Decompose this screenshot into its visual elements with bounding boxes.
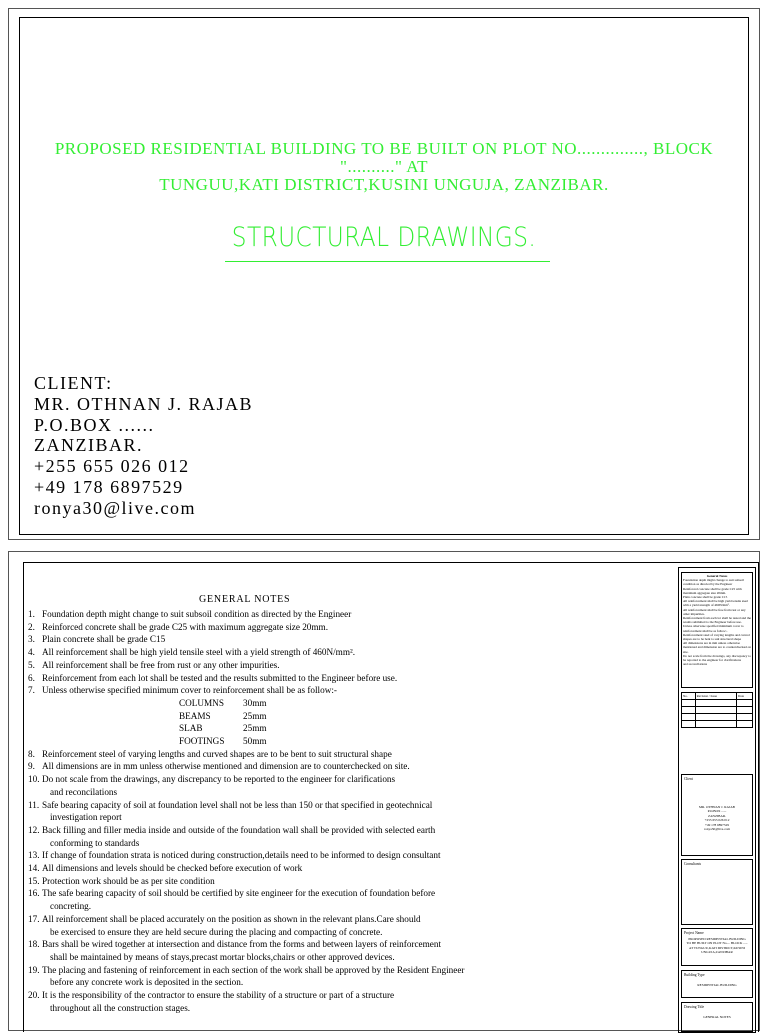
cover-element: SLAB: [179, 723, 203, 734]
note-number: 6.: [28, 672, 35, 683]
tb-client-line: MR. OTHNAN J. RAJAB: [699, 805, 735, 809]
note-text: Safe bearing capacity of soil at foundation level shall not be less than 150 or that specified in geotechnical: [42, 799, 433, 810]
rev-col-date: Date: [737, 693, 753, 700]
tb-mini-note: All reinforcement shall be high yield tensile steel with a yield strength of 460N/mm².: [683, 599, 748, 608]
note-text: Plain concrete shall be grade C15: [42, 634, 166, 645]
tb-mini-note: and reconcilations: [683, 662, 708, 667]
note-line: [28, 608, 668, 621]
tb-mini-note: Do not scale from the drawings, any discrepancy to be reported to the engineer for clarifications: [683, 653, 751, 663]
tb-project-box: [681, 928, 753, 966]
note-text: throughout all the construction stages.: [50, 1002, 191, 1013]
tb-general-notes: [681, 572, 753, 688]
note-line: [28, 799, 668, 812]
note-line: [28, 900, 668, 913]
note-text: shall be maintained by means of stays,precast mortar blocks,chairs or other approved devices.: [50, 951, 395, 962]
note-text: Bars shall be wired together at intersection and distance from the forms and between layers of reinforcement: [42, 939, 441, 950]
tb-mini-note: Reinforcement from each lot shall be tested and the results submitted to the Engineer before use.: [683, 616, 751, 625]
note-number: 16.: [28, 888, 40, 899]
tb-mini-note: Foundation depth might change to suit subsoil condition as directed by the Engineer: [683, 578, 744, 587]
note-text: The placing and fastening of reinforcement in each section of the work shall be approved by the Resident Engineer: [42, 964, 465, 975]
tb-client-box: [681, 774, 753, 856]
tb-mini-note: Reinforcement steel of varying lengths and curved shapes are to be bent to suit structural shape: [683, 632, 750, 642]
drawing-type-title: STRUCTURAL DRAWINGS.: [231, 222, 537, 253]
note-line: [28, 773, 668, 786]
note-text: All reinforcement shall be placed accurately on the position as shown in the relevant plans.Care should: [42, 913, 421, 924]
cover-value: 30mm: [243, 697, 267, 708]
tb-project-label: Project Name: [684, 931, 704, 935]
note-text: Back filling and filler media inside and outside of the foundation wall shall be provided with selected earth: [42, 824, 436, 835]
note-line: [28, 862, 668, 875]
cover-sheet: [8, 8, 760, 540]
note-line: [28, 887, 668, 900]
note-number: 17.: [28, 913, 40, 924]
note-number: 7.: [28, 685, 35, 696]
cover-value: 25mm: [243, 723, 267, 734]
cover-value: 25mm: [243, 710, 267, 721]
note-line: [28, 621, 668, 634]
note-text: Reinforcement steel of varying lengths and curved shapes are to be bent to suit structural shape: [42, 748, 392, 759]
cover-element: COLUMNS: [179, 697, 224, 708]
project-title-line: PROPOSED RESIDENTIAL BUILDING TO BE BUILT ON PLOT NO.............., BLOCK: [54, 139, 714, 158]
cover-row: [28, 735, 668, 748]
note-line: [28, 976, 668, 989]
tb-drawing-box: [681, 1002, 753, 1032]
tb-building-label: Building Type: [684, 973, 705, 977]
note-text: concreting.: [50, 901, 92, 912]
note-line: [28, 646, 668, 659]
tb-project-text: PROPOSED RESIDENTIAL BUILDING TO BE BUILT ON PLOT No.... BLOCK ..... AT TUNGUU,KATI DISTRICT,KUSINI UNGUJA,ZANZIBAR: [686, 937, 748, 955]
note-text: All dimensions are in mm unless otherwise mentioned and dimension are to counterchecked on site.: [42, 761, 410, 772]
note-number: 4.: [28, 647, 35, 658]
note-text: All dimensions and levels should be checked before execution of work: [42, 863, 303, 874]
note-line: [28, 951, 668, 964]
note-line: [28, 684, 668, 697]
note-number: 3.: [28, 634, 35, 645]
note-text: Foundation depth might change to suit subsoil condition as directed by the Engineer: [42, 609, 352, 619]
tb-mini-note: All dimensions are in mm unless otherwise mentioned and dimension are to counterchecked on site.: [683, 641, 751, 654]
tb-drawing-value: GENERAL NOTES: [703, 1015, 731, 1019]
cover-frame: [19, 17, 749, 535]
note-text: It is the responsibility of the contractor to ensure the stability of a structure or part of a structure: [42, 990, 395, 1001]
cover-row: [28, 710, 668, 723]
tb-mini-note: Unless otherwise specified minimum cover to reinforcement shall be as follow:-: [683, 624, 744, 633]
title-block: [678, 567, 756, 1033]
cover-value: 50mm: [243, 736, 267, 747]
note-line: [28, 964, 668, 977]
revision-table: [681, 692, 753, 728]
note-text: investigation report: [50, 812, 122, 823]
note-line: [28, 837, 668, 850]
rev-col-no: No.: [682, 693, 696, 700]
client-phone-1: +255 655 026 012: [34, 456, 190, 477]
tb-mini-note: Plain concrete shall be grade C15: [683, 595, 728, 600]
notes-list: [28, 608, 668, 1015]
tb-consultants-box: [681, 859, 753, 925]
tb-client-line: ronya30@live.com: [703, 827, 730, 832]
tb-drawing-label: Drawing Title: [684, 1005, 705, 1009]
note-line: [28, 938, 668, 951]
note-line: [28, 849, 668, 862]
note-number: 11.: [28, 799, 40, 810]
note-line: [28, 672, 668, 685]
note-text: Reinforcement from each lot shall be tested and the results submitted to the Engineer before use.: [42, 672, 398, 683]
note-number: 1.: [28, 609, 35, 619]
client-details: [34, 373, 253, 519]
tb-consultants-label: Consultants: [684, 862, 701, 866]
tb-mini-notes: [683, 578, 751, 666]
tb-mini-note: All reinforcement shall be free from rust or any other impurities.: [683, 607, 746, 616]
note-text: All reinforcement shall be high yield tensile steel with a yield strength of 460N/mm².: [42, 647, 356, 658]
note-line: [28, 875, 668, 888]
notes-frame: [23, 562, 759, 1032]
note-line: [28, 811, 668, 824]
client-phone-2: +49 178 6897529: [34, 476, 184, 497]
tb-client-line: P.O.BOX ......: [707, 809, 727, 814]
note-text: The safe bearing capacity of soil should be certified by site engineer for the execution of foundation before: [42, 888, 436, 899]
tb-mini-note: Reinforced concrete shall be grade C25 with maximum aggregate size 20mm.: [683, 586, 742, 595]
cover-element: BEAMS: [179, 710, 211, 721]
project-title: [20, 140, 748, 194]
note-text: Unless otherwise specified minimum cover to reinforcement shall be as follow:-: [42, 685, 337, 696]
rev-col-issue: Revision / Issue: [695, 693, 736, 700]
tb-client-line: +255 655 026 012: [704, 818, 730, 823]
note-text: Do not scale from the drawings, any discrepancy to be reported to the engineer for clarifications: [42, 774, 396, 785]
note-number: 8.: [28, 748, 35, 759]
general-notes-sheet: [8, 551, 760, 1031]
note-text: All reinforcement shall be free from rust or any other impurities.: [42, 659, 280, 670]
note-text: If change of foundation strata is noticed during construction,details need to be informed to design consultant: [42, 850, 441, 861]
note-number: 9.: [28, 761, 35, 772]
cover-element: FOOTINGS: [179, 736, 225, 747]
note-line: [28, 1002, 668, 1015]
note-text: Protection work should be as per site condition: [42, 875, 215, 886]
tb-client-line: +49 178 6897529: [705, 822, 729, 827]
client-city: ZANZIBAR.: [34, 435, 143, 456]
title-underline: [225, 261, 550, 262]
note-text: before any concrete work is deposited in the section.: [50, 977, 244, 988]
tb-general-notes-heading: General Notes: [706, 574, 728, 578]
cover-row: [28, 722, 668, 735]
note-number: 15.: [28, 875, 40, 886]
client-label: CLIENT:: [34, 373, 113, 393]
tb-building-value: RESIDENTIAL BUILDING: [697, 983, 737, 987]
client-pobox: P.O.BOX ......: [34, 414, 155, 435]
note-number: 20.: [28, 990, 40, 1001]
note-line: [28, 989, 668, 1002]
project-title-line: ".........." AT: [340, 157, 428, 176]
project-title-line: TUNGUU,KATI DISTRICT,KUSINI UNGUJA, ZANZIBAR.: [159, 175, 609, 194]
cover-row: [28, 697, 668, 710]
note-number: 13.: [28, 850, 40, 861]
note-number: 18.: [28, 939, 40, 950]
tb-client-line: ZANZIBAR.: [708, 813, 726, 818]
notes-title: GENERAL NOTES: [199, 594, 291, 605]
tb-client-label: Client: [684, 777, 693, 781]
note-number: 2.: [28, 621, 35, 632]
note-number: 12.: [28, 824, 40, 835]
note-text: Reinforced concrete shall be grade C25 with maximum aggregate size 20mm.: [42, 621, 328, 632]
client-name: MR. OTHNAN J. RAJAB: [34, 393, 254, 414]
note-text: be exercised to ensure they are held secure during the placing and compacting of concrete.: [50, 926, 383, 937]
tb-building-box: [681, 970, 753, 998]
note-line: [28, 748, 668, 761]
note-line: [28, 760, 668, 773]
note-text: conforming to standards: [50, 837, 140, 848]
tb-client-lines: [682, 805, 752, 831]
note-number: 10.: [28, 774, 40, 785]
note-line: [28, 926, 668, 939]
note-line: [28, 659, 668, 672]
note-text: and reconcilations: [50, 786, 118, 797]
note-line: [28, 824, 668, 837]
note-line: [28, 913, 668, 926]
note-number: 5.: [28, 659, 35, 670]
note-line: [28, 786, 668, 799]
note-line: [28, 633, 668, 646]
note-number: 14.: [28, 863, 40, 874]
client-email: ronya30@live.com: [34, 497, 197, 518]
note-number: 19.: [28, 964, 40, 975]
